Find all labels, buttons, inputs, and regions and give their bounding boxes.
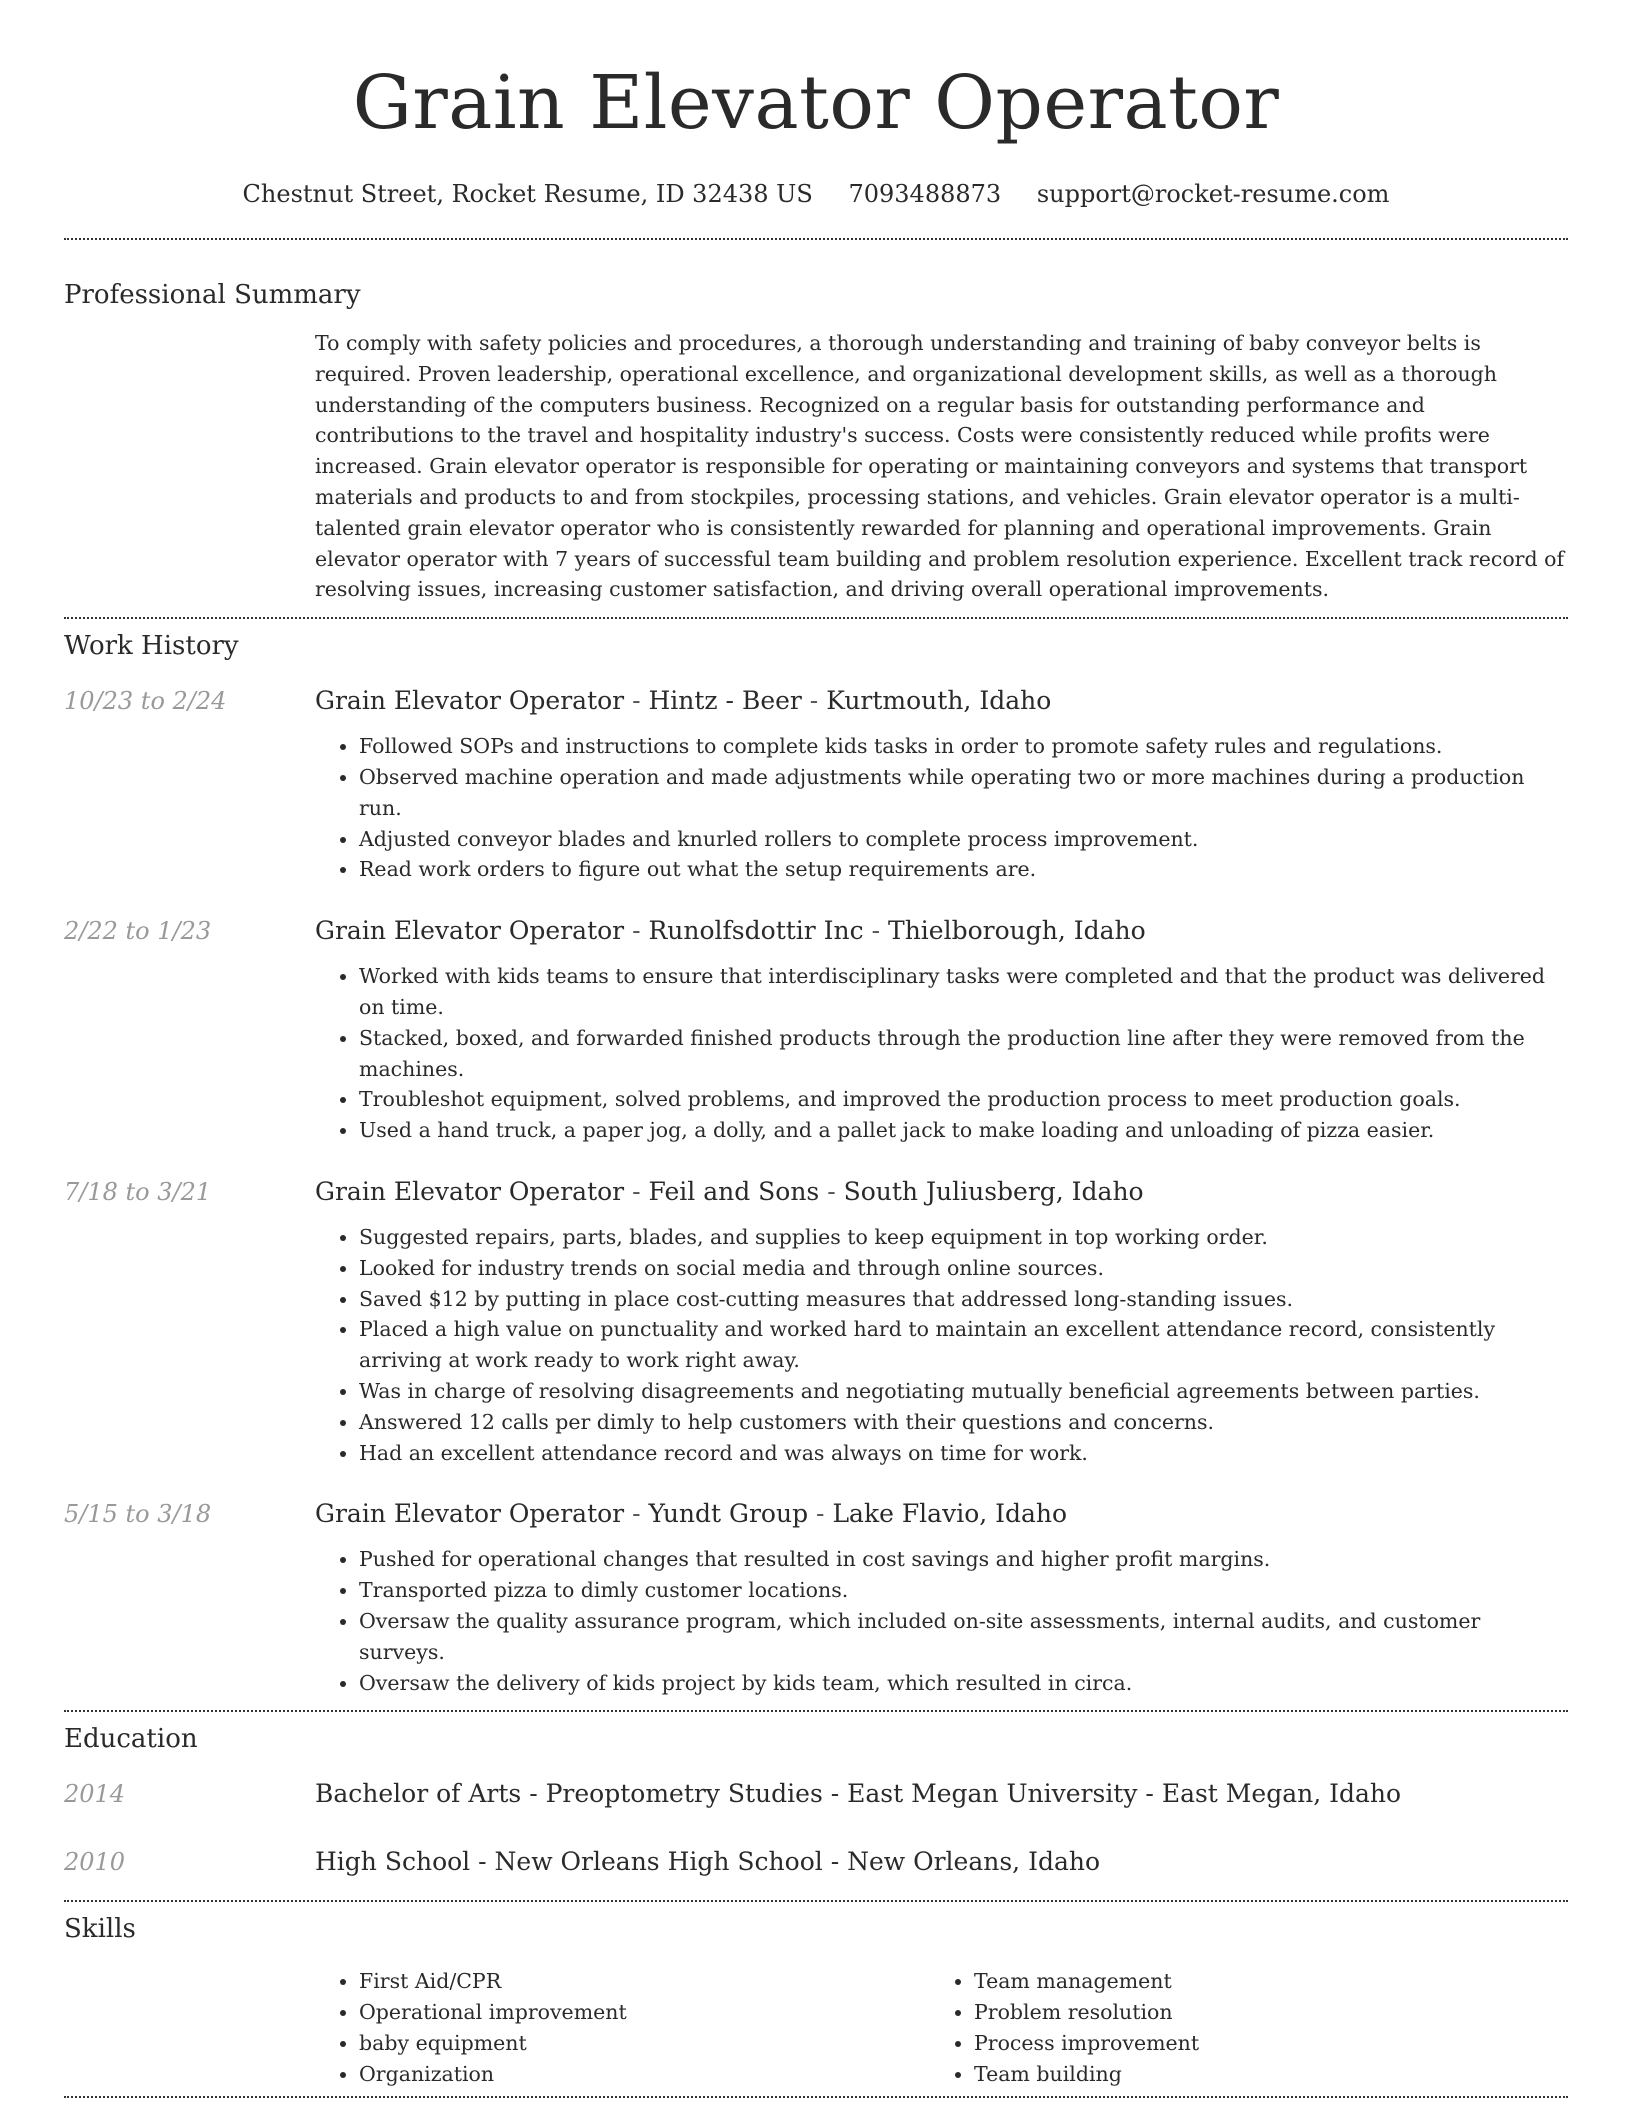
job-entry — [64, 1174, 1568, 1468]
job-heading: Grain Elevator Operator - Yundt Group - Lake Flavio, Idaho — [315, 1499, 1068, 1529]
education-entry — [64, 1776, 1568, 1812]
job-bullet: • Saved $12 by putting in place cost-cutting measures that addressed long-standing issues. — [359, 1284, 1568, 1315]
education-field: Preoptometry Studies — [545, 1779, 823, 1809]
job-entry — [64, 1496, 1568, 1698]
job-location: Kurtmouth, Idaho — [826, 686, 1052, 716]
education-entry — [64, 1844, 1568, 1880]
education-degree: Bachelor of Arts — [315, 1779, 522, 1809]
divider — [64, 2096, 1568, 2098]
job-dates: 7/18 to 3/21 — [64, 1177, 212, 1206]
resume-title: Grain Elevator Operator — [352, 60, 1280, 146]
education-year: 2010 — [64, 1848, 126, 1877]
job-bullet: • Adjusted conveyor blades and knurled rollers to complete process improvement. — [359, 824, 1568, 855]
education-degree: High School — [315, 1847, 471, 1877]
skill-item: • Team management — [974, 1966, 1199, 1997]
job-title: Grain Elevator Operator — [315, 1499, 625, 1529]
skills-list — [315, 1966, 1568, 2090]
education-school: East Megan University — [847, 1779, 1138, 1809]
job-location: South Juliusberg, Idaho — [843, 1176, 1144, 1206]
job-entry — [64, 683, 1568, 885]
job-location: Thielborough, Idaho — [888, 916, 1146, 946]
divider — [64, 1900, 1568, 1902]
job-bullet: • Oversaw the delivery of kids project by kids team, which resulted in circa. — [359, 1668, 1568, 1699]
work-history-heading: Work History — [64, 631, 239, 662]
job-company: Feil and Sons — [648, 1176, 820, 1206]
job-bullet: • Observed machine operation and made adjustments while operating two or more machines during a production run. — [359, 762, 1568, 824]
job-bullets — [359, 731, 1568, 885]
job-bullet: • Oversaw the quality assurance program, which included on-site assessments, internal audits, and customer surveys. — [359, 1606, 1568, 1668]
job-bullet: • Looked for industry trends on social media and through online sources. — [359, 1253, 1568, 1284]
job-bullet: • Worked with kids teams to ensure that interdisciplinary tasks were completed and that the product was delivered on time. — [359, 961, 1568, 1023]
divider — [64, 1710, 1568, 1712]
education-location: New Orleans, Idaho — [847, 1847, 1101, 1877]
job-title: Grain Elevator Operator — [315, 1176, 625, 1206]
job-bullet: • Answered 12 calls per dimly to help customers with their questions and concerns. — [359, 1407, 1568, 1438]
education-heading: Education — [64, 1724, 198, 1755]
job-bullet: • Used a hand truck, a paper jog, a dolly, and a pallet jack to make loading and unloading of pizza easier. — [359, 1115, 1568, 1146]
job-bullet: • Placed a high value on punctuality and worked hard to maintain an excellent attendance record, consistently arriving at work ready to work right away. — [359, 1314, 1568, 1376]
job-dates: 10/23 to 2/24 — [64, 687, 227, 716]
job-bullet: • Followed SOPs and instructions to complete kids tasks in order to promote safety rules and regulations. — [359, 731, 1568, 762]
skills-column-left — [315, 1966, 627, 2089]
job-company: Yundt Group — [648, 1499, 809, 1529]
skills-heading: Skills — [64, 1914, 136, 1945]
job-bullets — [359, 1544, 1568, 1698]
skill-item: • Problem resolution — [974, 1997, 1199, 2028]
job-heading: Grain Elevator Operator - Runolfsdottir Inc - Thielborough, Idaho — [315, 916, 1146, 946]
job-bullet: • Transported pizza to dimly customer locations. — [359, 1575, 1568, 1606]
skill-item: • Process improvement — [974, 2028, 1199, 2059]
job-dates: 2/22 to 1/23 — [64, 917, 212, 946]
job-heading: Grain Elevator Operator - Hintz - Beer - Kurtmouth, Idaho — [315, 686, 1052, 716]
divider — [64, 238, 1568, 240]
skill-item: • Operational improvement — [359, 1997, 627, 2028]
job-title: Grain Elevator Operator — [315, 686, 625, 716]
job-bullets — [359, 961, 1568, 1146]
job-title: Grain Elevator Operator — [315, 916, 625, 946]
education-line: Bachelor of Arts - Preoptometry Studies - East Megan University - East Megan, Idaho — [315, 1779, 1402, 1809]
skill-item: • baby equipment — [359, 2028, 627, 2059]
job-bullet: • Pushed for operational changes that resulted in cost savings and higher profit margins. — [359, 1544, 1568, 1575]
skill-item: • Team building — [974, 2059, 1199, 2090]
summary-heading: Professional Summary — [64, 280, 361, 310]
job-bullets — [359, 1222, 1568, 1468]
skill-item: • First Aid/CPR — [359, 1966, 627, 1997]
skills-column-right — [930, 1966, 1199, 2089]
education-school: New Orleans High School — [494, 1847, 823, 1877]
job-bullet: • Had an excellent attendance record and was always on time for work. — [359, 1438, 1568, 1469]
contact-email: support@rocket-resume.com — [1036, 180, 1390, 208]
job-location: Lake Flavio, Idaho — [832, 1499, 1068, 1529]
skill-item: • Organization — [359, 2059, 627, 2090]
job-company: Hintz - Beer — [648, 686, 802, 716]
job-bullet: • Read work orders to figure out what the setup requirements are. — [359, 854, 1568, 885]
summary-text: To comply with safety policies and procedures, a thorough understanding and training of baby conveyor belts is required. Proven leadership, operational excellence, and organizational development skills, as well as a thorough understanding of the computers business. Recognized on a regular basis for outstanding performance and contributions to the travel and hospitality industry's success. Costs were consistently reduced while profits were increased. Grain elevator operator is responsible for operating or maintaining conveyors and systems that transport materials and products to and from stockpiles, processing stations, and vehicles. Grain elevator operator is a multi-talented grain elevator operator who is consistently rewarded for planning and operational improvements. Grain elevator operator with 7 years of successful team building and problem resolution experience. Excellent track record of resolving issues, increasing customer satisfaction, and driving overall operational improvements. — [315, 331, 1565, 602]
job-bullet: • Troubleshot equipment, solved problems, and improved the production process to meet production goals. — [359, 1084, 1568, 1115]
job-entry — [64, 913, 1568, 1146]
contact-line — [64, 174, 1568, 214]
divider — [64, 617, 1568, 619]
job-bullet: • Was in charge of resolving disagreements and negotiating mutually beneficial agreements between parties. — [359, 1376, 1568, 1407]
resume-page — [64, 0, 1568, 2098]
job-heading: Grain Elevator Operator - Feil and Sons - South Juliusberg, Idaho — [315, 1176, 1144, 1206]
contact-phone: 7093488873 — [848, 180, 1002, 208]
contact-address: Chestnut Street, Rocket Resume, ID 32438 US — [242, 180, 813, 208]
job-bullet: • Stacked, boxed, and forwarded finished products through the production line after they were removed from the machines. — [359, 1023, 1568, 1085]
education-location: East Megan, Idaho — [1161, 1779, 1402, 1809]
job-dates: 5/15 to 3/18 — [64, 1500, 212, 1529]
education-year: 2014 — [64, 1780, 126, 1809]
job-bullet: • Suggested repairs, parts, blades, and supplies to keep equipment in top working order. — [359, 1222, 1568, 1253]
job-company: Runolfsdottir Inc — [648, 916, 864, 946]
education-line: High School - New Orleans High School - New Orleans, Idaho — [315, 1847, 1101, 1877]
